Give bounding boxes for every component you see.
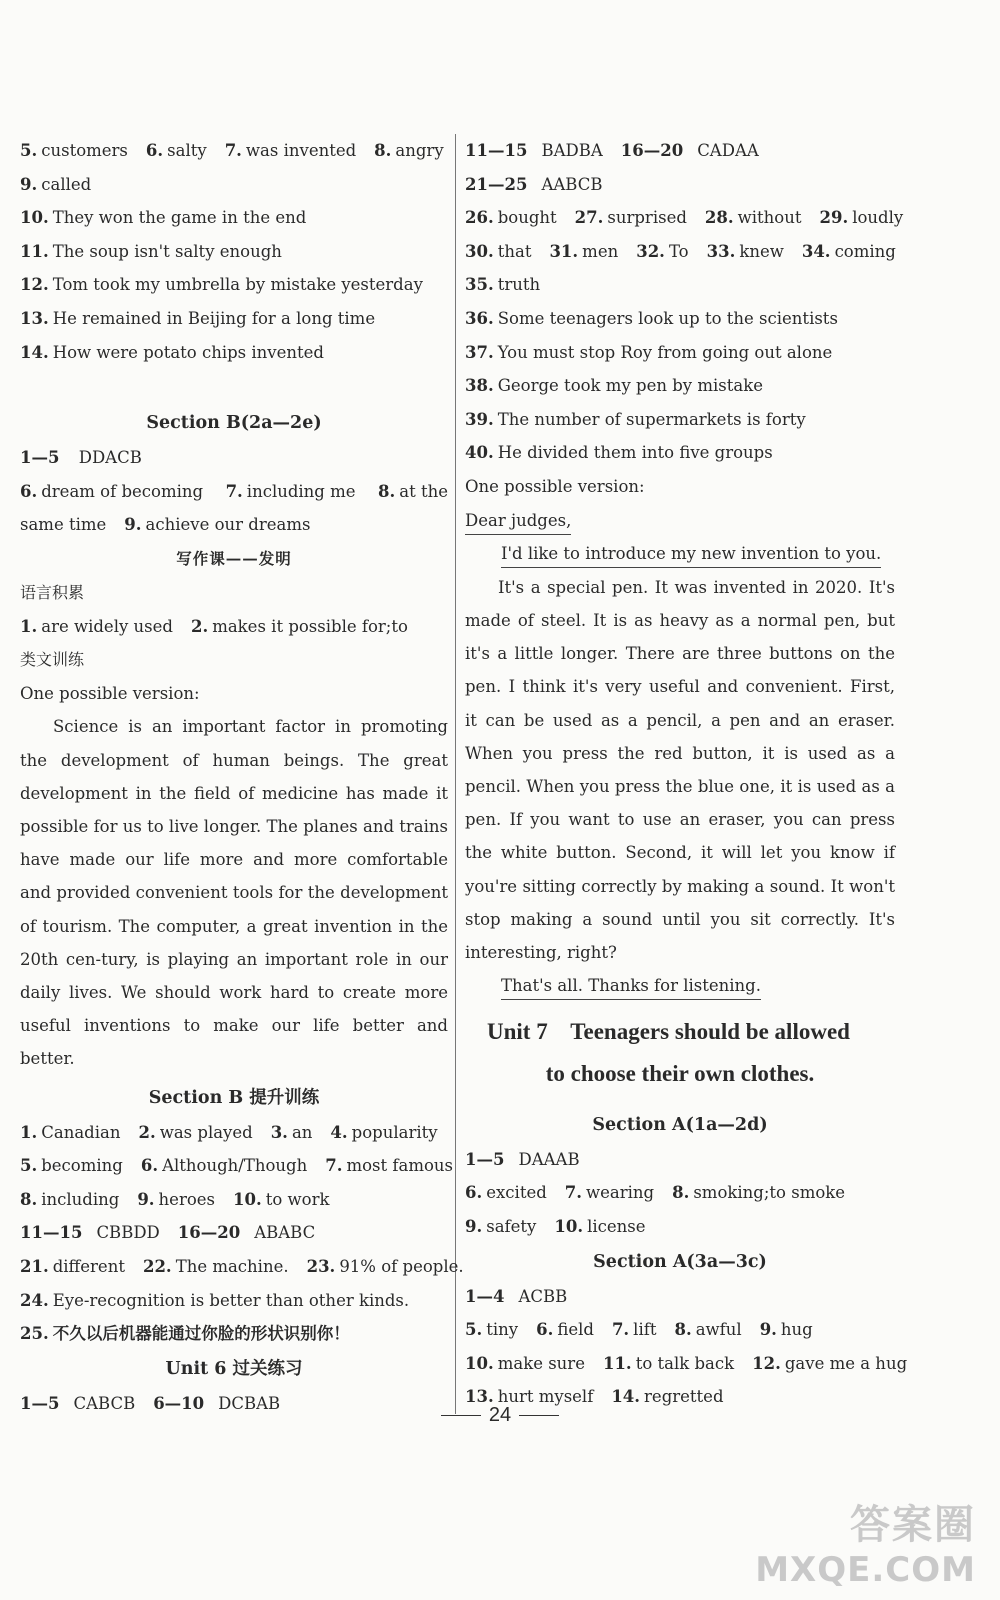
answer-line: 21. different 22. The machine. 23. 91% of people. bbox=[20, 1256, 464, 1276]
subheading-training: 类文训练 bbox=[20, 650, 85, 670]
essay-paragraph: It's a special pen. It was invented in 2020. It's made of steel. It is as heavy as a normal pen, but it's a little longer. There are three buttons on the pen. I think it's very useful and convenient. First, it can be used as a pencil, a pen and an eraser. When you press the red button, it is used as a pencil. When you press the blue one, it is used as a pen. If you want to use an eraser, you can press the white button. Second, it will let you know if you're sitting correctly by making a sound. It won't stop making a sound until you sit correctly. It's interesting, right? bbox=[465, 577, 895, 962]
watermark-logo-text: 答案圈 bbox=[850, 1502, 976, 1548]
answer-line: 11—15 BADBA 16—20 CADAA bbox=[465, 141, 759, 160]
page-number-dash bbox=[519, 1415, 559, 1416]
answer-line: 8. including 9. heroes 10. to work bbox=[20, 1189, 330, 1209]
answer-line: 6. excited 7. wearing 8. smoking;to smoke bbox=[465, 1183, 846, 1203]
answer-line: same time 9. achieve our dreams bbox=[20, 515, 311, 535]
answer-line: 5. customers 6. salty 7. was invented 8. angry bbox=[20, 141, 444, 160]
answer-line: 5. tiny 6. field 7. lift 8. awful 9. hug bbox=[465, 1320, 813, 1340]
section-heading: Unit 6 过关练习 bbox=[165, 1358, 303, 1379]
section-heading: Section B 提升训练 bbox=[148, 1087, 320, 1108]
answer-line: 1. are widely used 2. makes it possible for;to bbox=[20, 616, 408, 636]
answer-line: 25. 不久以后机器能通过你脸的形状识别你！ bbox=[20, 1324, 350, 1344]
answer-line: 13. He remained in Beijing for a long time bbox=[20, 308, 376, 328]
answer-line: 1—4 ACBB bbox=[465, 1286, 568, 1306]
page-number: 24 bbox=[430, 1404, 570, 1427]
answer-line: 36. Some teenagers look up to the scientists bbox=[465, 308, 838, 328]
essay-paragraph: Science is an important factor in promoting the development of human beings. The great development in the field of medicine has made it possible for us to live longer. The planes and trains have made our life more and more comfortable and provided convenient tools for the development of tourism. The computer, a great invention in the 20th cen-tury, is playing an important role in our daily lives. We should work hard to create more useful inventions to make our life better and better. bbox=[20, 717, 448, 1069]
answer-line: 39. The number of supermarkets is forty bbox=[465, 409, 806, 429]
watermark-url: MXQE.COM bbox=[755, 1550, 976, 1590]
writing-heading: 写作课——发明 bbox=[176, 548, 292, 568]
answer-line: 11. The soup isn't salty enough bbox=[20, 241, 282, 261]
left-column bbox=[20, 134, 464, 1420]
answer-line: 24. Eye-recognition is better than other kinds. bbox=[20, 1290, 410, 1310]
unit-title-line2: to choose their own clothes. bbox=[545, 1060, 815, 1086]
section-heading: Section A(3a—3c) bbox=[593, 1251, 767, 1272]
answer-line: 40. He divided them into five groups bbox=[465, 443, 773, 463]
answer-line: 38. George took my pen by mistake bbox=[465, 376, 763, 396]
answer-line: 6. dream of becoming 7. including me 8. at the bbox=[20, 481, 448, 501]
answer-line: 9. called bbox=[20, 174, 92, 194]
letter-intro: I'd like to introduce my new invention to you. bbox=[465, 537, 895, 571]
answer-line: 11—15 CBBDD 16—20 ABABC bbox=[20, 1223, 316, 1243]
watermark bbox=[755, 1493, 976, 1590]
answer-line: 9. safety 10. license bbox=[465, 1216, 646, 1236]
answer-line: 10. make sure 11. to talk back 12. gave me a hug bbox=[465, 1353, 908, 1373]
answer-line: 14. How were potato chips invented bbox=[20, 342, 324, 362]
answer-line: 10. They won the game in the end bbox=[20, 208, 307, 228]
answer-line: 1—5 CABCB 6—10 DCBAB bbox=[20, 1393, 281, 1413]
answer-line: 30. that 31. men 32. To 33. knew 34. coming bbox=[465, 241, 896, 261]
letter-salutation: Dear judges, bbox=[465, 504, 895, 538]
column-divider bbox=[455, 134, 456, 1414]
subheading-language: 语言积累 bbox=[20, 582, 85, 602]
answer-line: 35. truth bbox=[465, 275, 541, 295]
answer-line: 26. bought 27. surprised 28. without 29. loudly bbox=[465, 208, 904, 228]
answer-line: 1—5 DAAAB bbox=[465, 1149, 580, 1169]
answer-line: 37. You must stop Roy from going out alone bbox=[465, 342, 833, 362]
page-number-dash bbox=[441, 1415, 481, 1416]
answer-line: 5. becoming 6. Although/Though 7. most famous bbox=[20, 1156, 454, 1176]
answer-line: 12. Tom took my umbrella by mistake yesterday bbox=[20, 275, 423, 295]
answer-line: 21—25 AABCB bbox=[465, 174, 603, 194]
answer-line: 1. Canadian 2. was played 3. an 4. popularity bbox=[20, 1122, 438, 1142]
right-column bbox=[465, 134, 908, 1414]
section-heading: Section B(2a—2e) bbox=[146, 413, 322, 434]
letter-closing: That's all. Thanks for listening. bbox=[465, 969, 895, 1003]
unit-title-line1: Unit 7 Teenagers should be allowed bbox=[487, 1018, 850, 1044]
version-label: One possible version: bbox=[20, 683, 200, 703]
version-label: One possible version: bbox=[465, 476, 645, 496]
answer-line: 1—5 DDACB bbox=[20, 448, 142, 468]
answer-line: 13. hurt myself 14. regretted bbox=[465, 1387, 724, 1407]
section-heading: Section A(1a—2d) bbox=[592, 1114, 768, 1135]
